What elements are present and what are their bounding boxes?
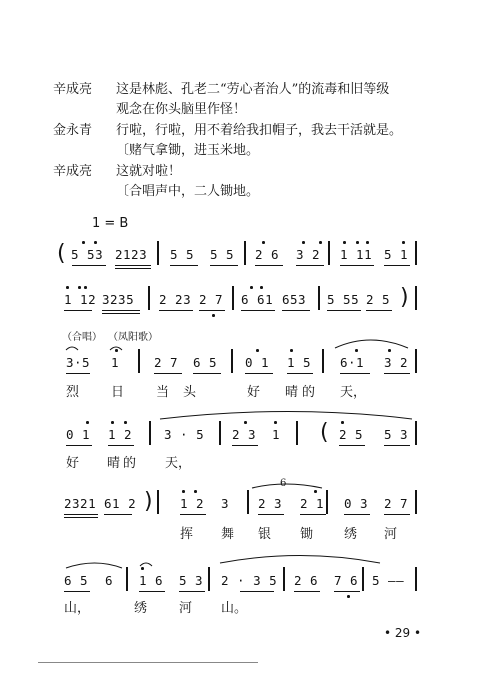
note-group: 2 3 (232, 427, 257, 442)
stage-direction: 〔合唱声中，二人锄地。 (116, 184, 260, 199)
slur (66, 563, 122, 568)
lyric: 河 (384, 527, 398, 542)
note-group: 3 2 (296, 247, 321, 262)
note-group: 2 5 (366, 292, 391, 307)
lyric: 好 (247, 385, 261, 400)
note-group: 2 · 3 5 (221, 573, 278, 588)
dialogue-line: 行啦，行啦，用不着给我扣帽子，我去干活就是。 (116, 123, 403, 138)
slur (335, 340, 408, 348)
dialogue-line: 观念在你头脑里作怪！ (116, 102, 247, 117)
footer-rule (38, 662, 258, 663)
note-group: 2 6 (255, 247, 280, 262)
grace-note: 6 (280, 478, 287, 489)
lyric: 河 (179, 601, 193, 616)
lyric: 挥 (180, 527, 194, 542)
note-group: 0 1 (245, 355, 270, 370)
note-group: 2 1 (300, 496, 325, 511)
note-group: 3·5 (66, 355, 91, 370)
note-group: 6 (105, 573, 114, 588)
note-group: 5 55 (327, 292, 360, 307)
note-group: 1 6 (139, 573, 164, 588)
note-group: 1 (272, 427, 281, 442)
note-group: 3 · 5 (164, 427, 205, 442)
note-group: 5 53 (71, 247, 104, 262)
note-group: 1 2 (180, 496, 205, 511)
note-group: 1 2 (108, 427, 133, 442)
lyric: 山。 (221, 601, 248, 616)
note-group: 0 1 (66, 427, 91, 442)
lyric: 山， (64, 601, 91, 616)
lyric: 舞 (221, 527, 235, 542)
lyric: 当头 (156, 385, 211, 400)
note-group: 1 12 (64, 292, 97, 307)
speaker-name: 辛成亮 (53, 82, 93, 97)
performance-mark: （合唱） (62, 332, 102, 343)
fermata (110, 347, 122, 350)
tune-name: （凤阳歌） (108, 332, 158, 343)
note-group: 5 5 (170, 247, 195, 262)
lyric: 烈 (66, 385, 80, 400)
note-group: 1 11 (340, 247, 373, 262)
note-group: 653 (282, 292, 307, 307)
repeat-paren-open: ( (57, 241, 66, 266)
lyric: 绣 (344, 527, 358, 542)
note-group: 7 6 (334, 573, 359, 588)
stage-direction: 〔赌气拿锄，进玉米地。 (116, 143, 260, 158)
note-group: 61 2 (104, 496, 137, 511)
note-group: 5 3 (384, 427, 409, 442)
lyric: 绣 (134, 601, 148, 616)
slur (160, 412, 412, 420)
lyric: 晴的 (285, 385, 320, 400)
note-group: 2 5 (339, 427, 364, 442)
fermata (140, 563, 152, 566)
note-group: 1 5 (287, 355, 312, 370)
note-group: 5 5 (210, 247, 235, 262)
lyric: 天， (165, 456, 192, 471)
repeat-paren-close: ) (400, 285, 409, 310)
slur (252, 484, 322, 488)
paren-open: ( (320, 420, 329, 445)
note-group: 3 (221, 496, 230, 511)
slur (220, 556, 380, 564)
lyric: 日 (111, 385, 125, 400)
note-group: 5 —— (372, 573, 405, 588)
note-group: 6 5 (193, 355, 218, 370)
speaker-name: 金永青 (53, 123, 93, 138)
note-group: 5 1 (384, 247, 409, 262)
fermata (66, 347, 78, 350)
lyric: 银 (258, 527, 272, 542)
paren-close: ) (144, 489, 153, 514)
lyric: 锄 (300, 527, 314, 542)
dialogue-line: 这是林彪、孔老二“劳心者治人”的流毒和旧等级 (116, 82, 390, 97)
note-group: 2123 (115, 247, 148, 262)
note-group: 2 6 (294, 573, 319, 588)
speaker-name: 辛成亮 (53, 164, 93, 179)
page-number: • 29 • (384, 626, 422, 640)
note-group: 0 3 (344, 496, 369, 511)
note-group: 2 7 (154, 355, 179, 370)
note-group: 6 5 (64, 573, 89, 588)
note-group: 6 61 (241, 292, 274, 307)
note-group: 3 2 (384, 355, 409, 370)
key-signature: 1 = B (92, 216, 129, 231)
note-group: 6·1 (340, 355, 365, 370)
note-group: 2 23 (159, 292, 192, 307)
lyric: 天， (340, 385, 367, 400)
lyric: 晴的 (107, 456, 140, 471)
note-group: 2 7 (384, 496, 409, 511)
note-group: 5 3 (179, 573, 204, 588)
note-group: 3235 (102, 292, 135, 307)
note-group: 2 7 (199, 292, 224, 307)
note-group: 2321 (64, 496, 97, 511)
lyric: 好 (66, 456, 80, 471)
note-group: 2 3 (258, 496, 283, 511)
note-group: 1 (111, 355, 120, 370)
dialogue-line: 这就对啦！ (116, 164, 182, 179)
